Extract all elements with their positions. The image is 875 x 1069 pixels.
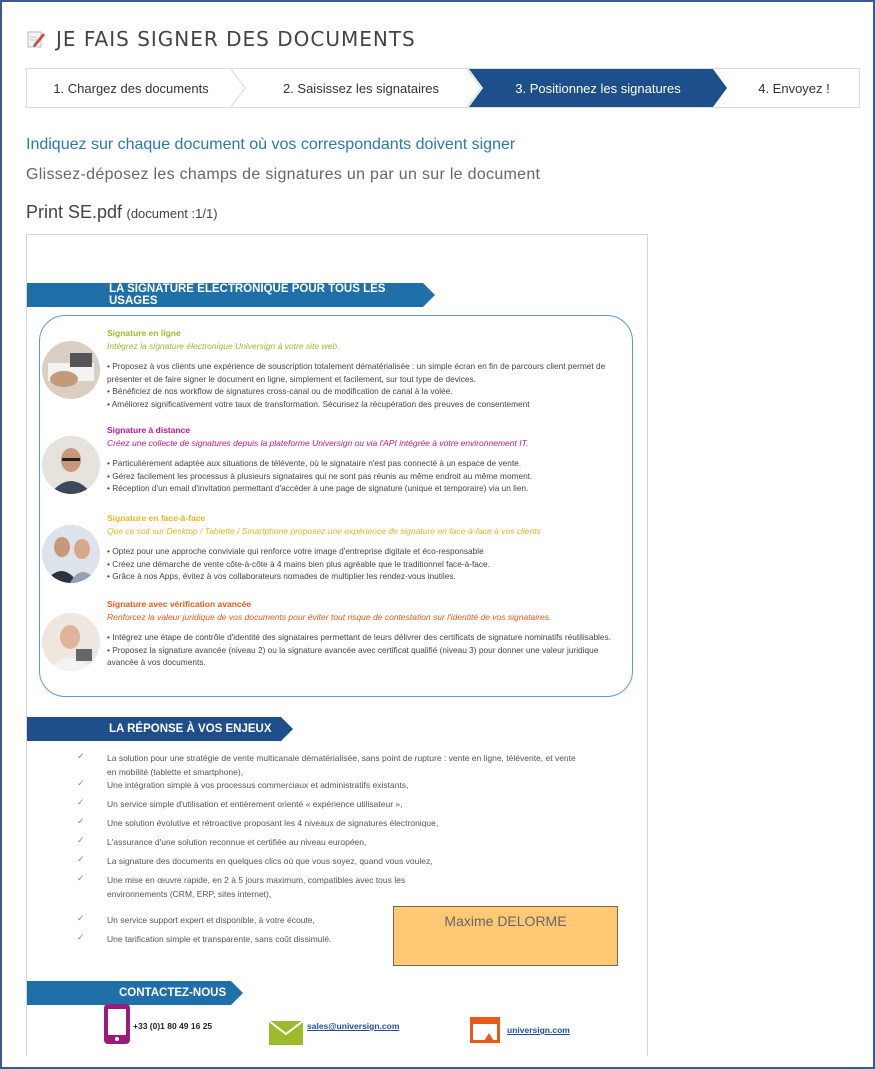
check-icon: ✓ <box>77 854 85 864</box>
section-title: Signature à distance <box>107 425 191 435</box>
document-name: Print SE.pdf <box>26 202 123 222</box>
section-title: Signature en face-à-face <box>107 513 206 523</box>
pdf-banner-enjeux <box>27 717 295 741</box>
check-icon: ✓ <box>77 778 85 788</box>
banner-label: LA SIGNATURE ELECTRONIQUE POUR TOUS LES USAGES <box>109 283 386 307</box>
section-bullet: • Gérez facilement les processus à plusieurs signataires qui ne sont pas réunis au même endroit au même moment. <box>107 470 533 481</box>
check-icon: ✓ <box>77 873 85 883</box>
photo-remote-signing <box>42 436 100 494</box>
email-link[interactable]: sales@universign.com <box>307 1021 400 1031</box>
photo-online-signing <box>42 341 100 399</box>
checklist-text: La signature des documents en quelques clics où que vous soyez, quand vous voulez, <box>107 856 433 866</box>
signature-field[interactable] <box>393 906 618 966</box>
phone-number: +33 (0)1 80 49 16 25 <box>133 1021 213 1031</box>
pdf-section-face-to-face <box>107 512 627 583</box>
pen-icon <box>26 29 46 49</box>
phone-icon <box>103 1003 131 1045</box>
contact-email <box>269 1021 400 1047</box>
instruction-secondary: Glissez-déposez les champs de signatures un par un sur le document <box>26 166 541 183</box>
section-bullet: • Grâce à nos Apps, évitez à vos collaborateurs nomades de multiplier les rendez-vous inutiles. <box>107 571 456 581</box>
checklist-text: La solution pour une stratégie de vente multicanale dématérialisée, sans point de rupture : vente en ligne, télévente, et vente en mobilité (tablette et smartphone), <box>107 753 576 777</box>
section-bullet: • Bénéficiez de nos workflow de signatures cross-canal ou de modification de canal à la volée. <box>107 386 453 396</box>
check-icon: ✓ <box>77 913 85 923</box>
pdf-banner-contact <box>27 981 245 1005</box>
step-label: 1. Chargez des documents <box>53 80 209 96</box>
website-icon <box>469 1015 503 1047</box>
check-icon: ✓ <box>77 797 85 807</box>
step-divider <box>231 69 245 107</box>
section-bullet: • Intégrez une étape de contrôle d'identité des signataires permettant de leurs délivrer des certificats de signature nominatifs réutilisables. <box>107 632 611 642</box>
step-label: 3. Positionnez les signatures <box>515 80 681 96</box>
instruction-primary: Indiquez sur chaque document où vos correspondants doivent signer <box>26 136 516 153</box>
photo-face-to-face <box>42 525 100 583</box>
section-bullet: • Réception d'un email d'invitation permettant d'accéder à une page de signature (unique et temporaire) via un lien. <box>107 483 529 493</box>
checklist-text: Une solution évolutive et rétroactive proposant les 4 niveaux de signatures électronique, <box>107 818 439 828</box>
pdf-section-advanced <box>107 598 627 669</box>
section-subtitle: Renforcez la valeur juridique de vos documents pour éviter tout risque de contestation sur l'identité de vos signataires. <box>107 611 552 622</box>
check-icon: ✓ <box>77 751 85 761</box>
checklist-text: L'assurance d'une solution reconnue et certifiée au niveau européen, <box>107 837 367 847</box>
section-subtitle: Que ce soit sur Desktop / Tablette / Smartphone proposez une expérience de signature en face-à-face à vos clients <box>107 525 541 536</box>
document-info: (document :1/1) <box>126 206 218 221</box>
checklist-text: Une mise en œuvre rapide, en 2 à 5 jours maximum, compatibles avec tous les environnements (CRM, ERP, sites internet), <box>107 875 406 899</box>
section-bullet: • Proposez à vos clients une expérience de souscription totalement dématérialisée : un simple écran en fin de parcours client permet de présenter et de faire signer le document en ligne, simplement et facilement, sur tout type de devices. <box>107 361 606 384</box>
checklist-text: Un service support expert et disponible, à votre écoute, <box>107 915 315 925</box>
page-header <box>26 26 416 52</box>
step-label: 2. Saisissez les signataires <box>282 80 440 96</box>
check-icon: ✓ <box>77 932 85 942</box>
photo-advanced-verification <box>42 613 100 671</box>
section-bullet: • Particulièrement adaptée aux situations de télévente, où le signataire n'est pas connecté à un espace de vente. <box>107 458 522 468</box>
wizard-steps <box>26 68 860 108</box>
document-title <box>26 202 218 223</box>
checklist-text: Une intégration simple à vos processus commerciaux et administratifs existants, <box>107 780 409 790</box>
website-link[interactable]: universign.com <box>507 1025 570 1035</box>
section-bullet: • Optez pour une approche conviviale qui renforce votre image d'entreprise digitale et éco-responsable <box>107 546 484 556</box>
section-bullet: • Créez une démarche de vente côte-à-côte à 4 mains bien plus agréable que le traditionnel face-à-face. <box>107 558 490 569</box>
section-title: Signature avec vérification avancée <box>107 599 252 609</box>
checklist-text: Un service simple d'utilisation et entièrement orienté « expérience utilisateur », <box>107 799 403 809</box>
contact-website <box>469 1015 570 1049</box>
pdf-section-remote <box>107 424 627 495</box>
step-label: 4. Envoyez ! <box>758 80 830 96</box>
pdf-section-online <box>107 327 627 410</box>
section-title: Signature en ligne <box>107 328 181 338</box>
check-icon: ✓ <box>77 835 85 845</box>
checklist-text: Une tarification simple et transparente, sans coût dissimulé. <box>107 934 332 944</box>
pdf-banner-usages <box>27 283 437 307</box>
section-bullet: • Améliorez significativement votre taux de transformation. Sécurisez la récupération des preuves de consentement <box>107 398 530 409</box>
check-icon: ✓ <box>77 816 85 826</box>
banner-label: LA RÉPONSE À VOS ENJEUX <box>109 723 272 735</box>
mail-icon <box>269 1021 303 1045</box>
section-bullet: • Proposez la signature avancée (niveau 2) ou la signature avancée avec certificat qualifié (niveau 3) pour donner une valeur juridique avancée à vos documents. <box>107 644 599 667</box>
page-title: JE FAIS SIGNER DES DOCUMENTS <box>56 27 416 51</box>
section-subtitle: Intégrez la signature électronique Universign à votre site web. <box>107 340 340 351</box>
banner-label: CONTACTEZ-NOUS <box>119 987 227 999</box>
contact-phone <box>103 1003 213 1047</box>
signature-field-label: Maxime DELORME <box>444 913 567 929</box>
section-subtitle: Créez une collecte de signatures depuis la plateforme Universign ou via l'API intégrée à votre environnement IT. <box>107 437 529 448</box>
